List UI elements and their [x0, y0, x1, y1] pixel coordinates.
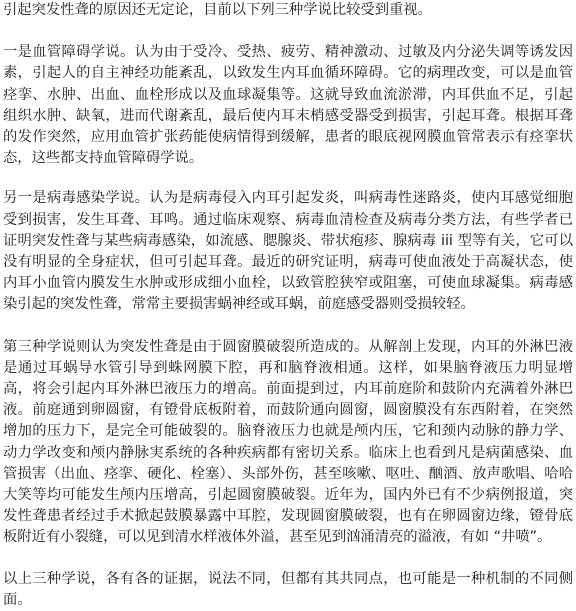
vascular-theory-paragraph: 一是血管障碍学说。认为由于受冷、受热、疲劳、精神激动、过敏及内分泌失调等诱发因素，引起人的自主神经功能紊乱，以致发生内耳血循环障碍。它的病理改变，可以是血管痉挛、水肿、出血、血栓形成以及血球凝集等。这就导致血流淤滞，内耳供血不足，引起组织水肿、缺氧，进而代谢紊乱，最后使内耳末梢感受器受到损害，引起耳聋。根据耳聋的发作突然，应用血管扩张药能使病情得到缓解，患者的眼底视网膜血管常表示有痉挛状态，这些都支持血管障碍学说。: [3, 44, 573, 167]
article-body: [3, 0, 573, 611]
round-window-theory-paragraph: 第三种学说则认为突发性聋是由于圆窗膜破裂所造成的。从解剖上发现，内耳的外淋巴液是通过耳蜗导水管引导到蛛网膜下腔，再和脑脊液相通。这样，如果脑脊液压力明显增高，将会引起内耳外淋巴液压力的增高。前面提到过，内耳前庭阶和鼓阶内充满着外淋巴液。前庭通到卵圆窗，有镫骨底板附着，而鼓阶通向圆窗，圆窗膜没有东西附着，在突然增加的压力下，是完全可能破裂的。脑脊液压力也就是颅内压，它和颈内动脉的静力学、动力学改变和颅内静脉実系统的各种疾病都有密切关系。临床上也看到凡是病菌感染、血管损害（出血、痉挛、硬化、栓塞）、头部外伤，甚至咳嗽、呕吐、酗酒、放声歌唱、哈哈大笑等均可能发生颅内压增高，引起圆窗膜破裂。近年为，国内外已有不少病例报道，突发性聋患者经过手术掀起鼓膜暴露中耳腔，发现圆窗膜破裂，也有在卵圆窗边缘，镫骨底板附近有小裂缝，可以见到清水样液体外溢，甚至见到汹涌清亮的溢液，有如 “井喷”。: [3, 338, 573, 546]
intro-paragraph: 引起突发性聋的原因还无定论，目前以下列三种学说比较受到重视。: [3, 2, 432, 18]
viral-theory-paragraph: 另一是病毒感染学说。认为是病毒侵入内耳引起发炎，叫病毒性迷路炎，使内耳感觉细胞受到损害，发生耳聋、耳鸣。通过临床观察、病毒血清检查及病毒分类方法，有些学者已证明突发性聋与某些病毒感染，如流感、腮腺炎、带状疱疹、腺病毒 iii 型等有关，它可以没有明显的全身症状，但可引起耳聋。最近的研究证明，病毒可使血液处于高凝状态，使内耳小血管内膜发生水肿或形成细小血栓，以致管腔狭窄或阻塞，可使血球凝集。病毒感染引起的突发性聋，常常主要损害蜗神经或耳蜗，前庭感受器则受损较轻。: [3, 190, 573, 313]
conclusion-paragraph: 以上三种学说，各有各的证据，说法不同，但都有其共同点，也可能是一种机制的不同侧面。: [3, 570, 573, 608]
